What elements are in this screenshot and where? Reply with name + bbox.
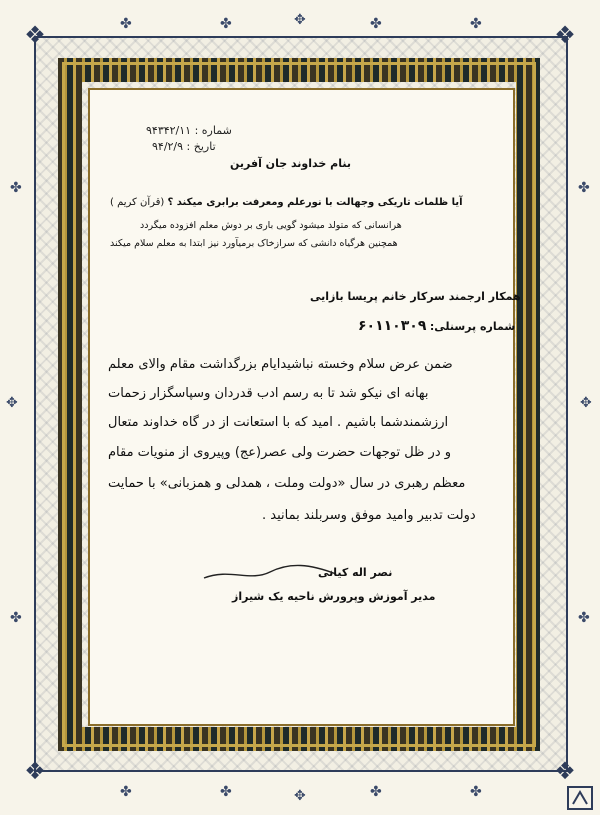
ornament-icon: ✤ (10, 610, 22, 626)
personnel-label: شماره پرسنلی: (429, 320, 516, 333)
ornament-icon: ✥ (294, 788, 306, 804)
letter-date (152, 140, 216, 153)
body-line-4: و در ظل توجهات حضرت ولی عصر(عج) وپیروی از منویات مقام (108, 445, 452, 460)
ornament-icon: ✤ (120, 16, 132, 32)
number-value: ۹۴۳۴۲/۱۱ (146, 124, 192, 137)
corner-ornament-icon: ❖ (24, 757, 46, 785)
body-line-3: ارزشمندشما باشیم . امید که با استعانت از در گاه خداوند متعال (108, 415, 449, 430)
corner-ornament-icon: ❖ (24, 21, 46, 49)
signature-title: مدیر آموزش وپرورش ناحیه یک شیراز (232, 590, 436, 603)
corner-ornament-icon: ❖ (554, 757, 576, 785)
poem-line-1: هرانسانی که متولد میشود گویی باری بر دوش معلم افزوده میگردد (140, 220, 402, 231)
body-line-1: ضمن عرض سلام وخسته نباشیدایام بزرگداشت مقام والای معلم (108, 357, 453, 372)
ornament-icon: ✤ (470, 784, 482, 800)
ornament-icon: ✤ (578, 180, 590, 196)
verse (110, 197, 463, 208)
personnel-value: ۶۰۱۱۰۳۰۹ (358, 318, 427, 334)
text-panel (88, 88, 515, 726)
ornament-icon: ✤ (370, 16, 382, 32)
verse-line: آیا ظلمات تاریکی وجهالت با نورعلم ومعرفت برابری میکند ؟ (167, 197, 463, 208)
date-label: تاریخ : (186, 140, 216, 153)
personnel-number (358, 318, 515, 334)
ornament-icon: ✤ (220, 16, 232, 32)
ornament-icon: ✤ (220, 784, 232, 800)
ornament-icon: ✥ (580, 395, 592, 411)
verse-source: (قرآن کریم ) (110, 197, 165, 208)
number-label: شماره : (194, 124, 232, 137)
recipient-salutation: همکار ارجمند سرکار خانم پریسا بازایی (310, 290, 521, 303)
ornament-icon: ✥ (6, 395, 18, 411)
body-line-5: معظم رهبری در سال «دولت وملت ، همدلی و همزبانی» با حمایت (108, 476, 466, 491)
poem-line-2: همچنین هرگیاه دانشی که سرازخاک برمیآورد نیز ابتدا به معلم سلام میکند (110, 238, 398, 249)
date-value: ۹۴/۲/۹ (152, 140, 184, 153)
ornament-icon: ✤ (470, 16, 482, 32)
ministry-logo-icon (565, 784, 595, 812)
corner-ornament-icon: ❖ (554, 21, 576, 49)
body-line-6: دولت تدبیر وامید موفق وسربلند بمانید . (262, 508, 476, 523)
letter-number (146, 124, 232, 137)
ornament-icon: ✤ (120, 784, 132, 800)
ornament-icon: ✤ (10, 180, 22, 196)
ornament-icon: ✥ (294, 12, 306, 28)
ornament-icon: ✤ (578, 610, 590, 626)
opening-line: بنام خداوند جان آفرین (230, 157, 351, 170)
signature-name: نصر اله کیانی (318, 566, 393, 579)
body-line-2: بهانه ای نیکو شد تا به رسم ادب قدردان وسپاسگزار زحمات (108, 386, 429, 401)
ornament-icon: ✤ (370, 784, 382, 800)
